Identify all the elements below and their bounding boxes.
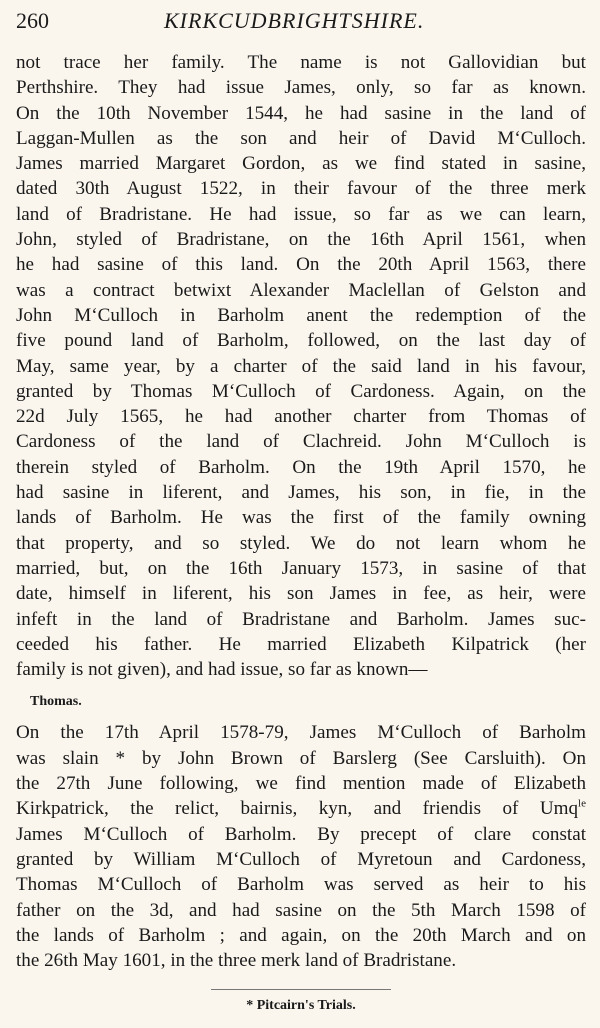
text-line: Perthshire. They had issue James, only, so far as known. <box>16 77 586 99</box>
text-line: Laggan-Mullen as the son and heir of David M‘Culloch. <box>16 127 586 149</box>
child-entry: Thomas. <box>30 694 82 710</box>
text-line: therein styled of Barholm. On the 19th April 1570, he <box>16 456 586 478</box>
text-line: ceeded his father. He married Elizabeth Kilpatrick (her <box>16 633 586 655</box>
text-line: James married Margaret Gordon, as we find stated in sasine, <box>16 153 586 175</box>
text-line: that property, and so styled. We do not learn whom he <box>16 532 586 554</box>
text-line: the lands of Barholm ; and again, on the 20th March and on <box>16 924 586 946</box>
text-line: infeft in the land of Bradristane and Barholm. James suc- <box>16 608 586 630</box>
text-line: not trace her family. The name is not Gallovidian but <box>16 52 586 73</box>
text-line: John, styled of Bradristane, on the 16th April 1561, when <box>16 229 586 251</box>
text-line: date, himself in liferent, his son James in fee, as heir, were <box>16 583 586 605</box>
text-line: the 26th May 1601, in the three merk land of Bradristane. <box>16 950 457 972</box>
text-line: James M‘Culloch of Barholm. By precept of clare constat <box>16 823 586 845</box>
text-line: lands of Barholm. He was the first of the family owning <box>16 507 586 529</box>
text-line: married, but, on the 16th January 1573, in sasine of that <box>16 557 586 579</box>
book-page <box>16 8 586 1014</box>
text-line: May, same year, by a charter of the said land in his favour, <box>16 355 586 377</box>
text-line: granted by William M‘Culloch of Myretoun and Cardoness, <box>16 848 586 870</box>
page-header <box>16 8 586 50</box>
text-line: he had sasine of this land. On the 20th April 1563, there <box>16 254 586 276</box>
text-line: had sasine in liferent, and James, his son, in fie, in the <box>16 482 586 504</box>
text-line: was a contract betwixt Alexander Maclellan of Gelston and <box>16 279 586 301</box>
footnote-rule <box>211 989 391 990</box>
text-line: 22d July 1565, he had another charter from Thomas of <box>16 406 586 428</box>
text-line: Kirkpatrick, the relict, bairnis, kyn, and friendis of Umq$^{le}$ <box>16 797 586 820</box>
text-line: John M‘Culloch in Barholm anent the redemption of the <box>16 304 586 326</box>
text-line: land of Bradristane. He had issue, so far as we can learn, <box>16 203 586 225</box>
text-line: father on the 3d, and had sasine on the 5th March 1598 of <box>16 899 586 921</box>
page-number: 260 <box>16 8 49 33</box>
text-line: Thomas M‘Culloch of Barholm was served as heir to his <box>16 874 586 896</box>
text-line: family is not given), and had issue, so far as known— <box>16 659 428 681</box>
text-line: Cardoness of the land of Clachreid. John M‘Culloch is <box>16 431 586 453</box>
text-line: was slain * by John Brown of Barslerg (See Carsluith). On <box>16 747 586 769</box>
text-line: the 27th June following, we find mention made of Elizabeth <box>16 773 586 795</box>
running-title: KIRKCUDBRIGHTSHIRE. <box>164 8 425 33</box>
paragraph-1 <box>16 50 586 682</box>
paragraph-2 <box>16 720 586 973</box>
footnote: * Pitcairn's Trials. <box>246 998 356 1014</box>
text-line: On the 17th April 1578-79, James M‘Culloch of Barholm <box>16 722 586 744</box>
text-line: granted by Thomas M‘Culloch of Cardoness. Again, on the <box>16 380 586 402</box>
umq-superscript: le <box>578 797 586 810</box>
text-line: five pound land of Barholm, followed, on the last day of <box>16 330 586 352</box>
text-line: On the 10th November 1544, he had sasine in the land of <box>16 102 586 124</box>
text-line: dated 30th August 1522, in their favour of the three merk <box>16 178 586 200</box>
